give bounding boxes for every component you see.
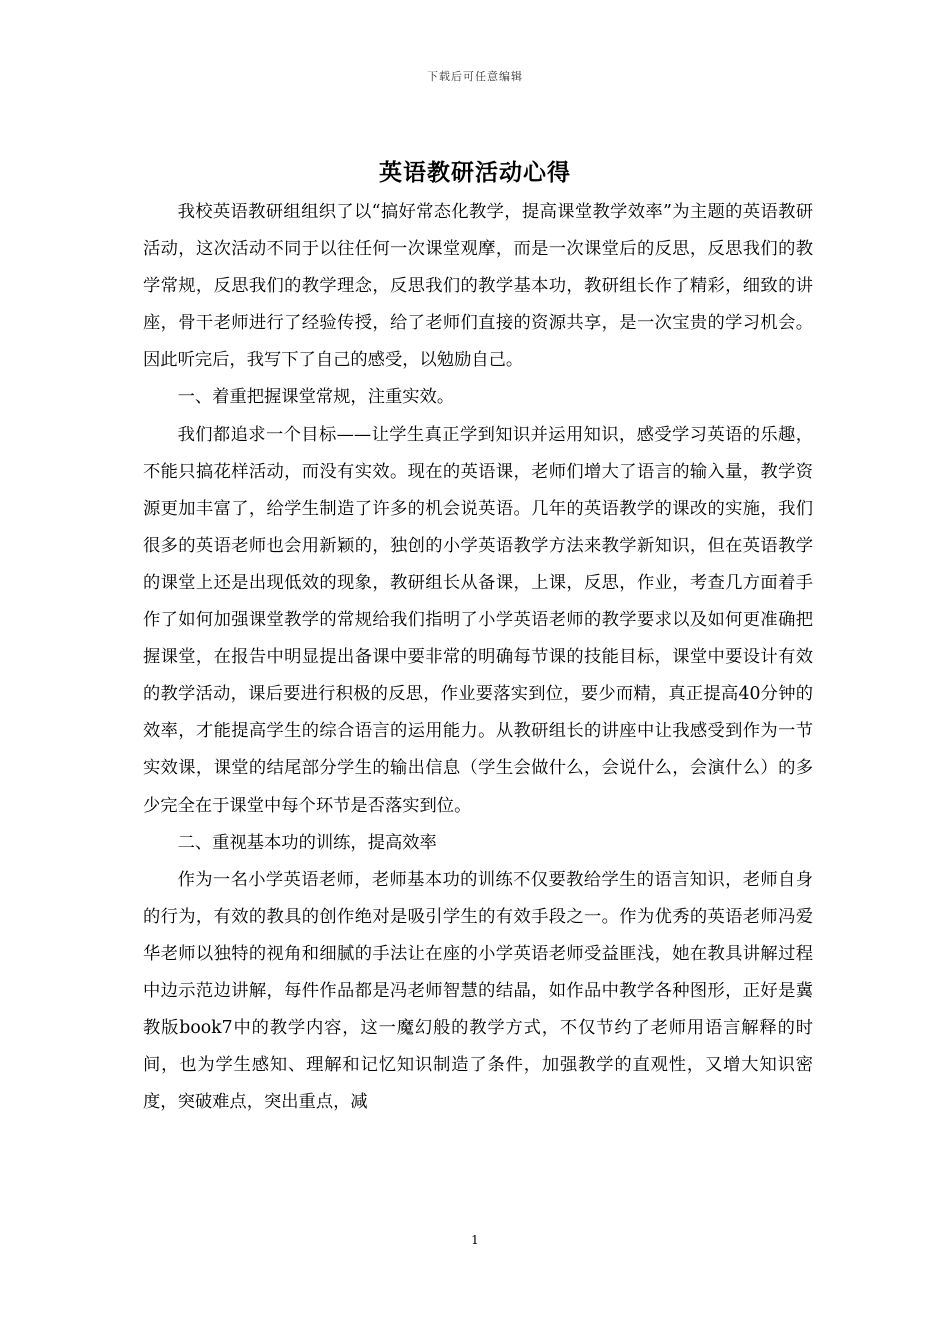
page-header: 下载后可任意编辑 [427, 70, 523, 83]
page-number: 1 [471, 1233, 479, 1247]
paragraph-section-1: 我们都追求一个目标——让学生真正学到知识并运用知识，感受学习英语的乐趣，不能只搞花样活动，而没有实效。现在的英语课，老师们增大了语言的输入量，教学资源更加丰富了，给学生制造了许多的机会说英语。几年的英语教学的课改的实施，我们很多的英语老师也会用新颖的，独创的小学英语教学方法来教学新知识，但在英语教学的课堂上还是出现低效的现象，教研组长从备课，上课，反思，作业，考查几方面着手作了如何加强课堂教学的常规给我们指明了小学英语老师的教学要求以及如何更准确把握课堂，在报告中明显提出备课中要非常的明确每节课的技能目标，课堂中要设计有效的教学活动，课后要进行积极的反思，作业要落实到位，要少而精，真正提高40分钟的效率，才能提高学生的综合语言的运用能力。从教研组长的讲座中让我感受到作为一节实效课，课堂的结尾部分学生的输出信息（学生会做什么，会说什么，会演什么）的多少完全在于课堂中每个环节是否落实到位。 [143, 424, 813, 816]
document-title: 英语教研活动心得 [379, 159, 571, 186]
document-body [143, 194, 813, 1121]
paragraph-section-2: 作为一名小学英语老师，老师基本功的训练不仅要教给学生的语言知识，老师自身的行为，有效的教具的创作绝对是吸引学生的有效手段之一。作为优秀的英语老师冯爱华老师以独特的视角和细腻的手法让在座的小学英语老师受益匪浅，她在教具讲解过程中边示范边讲解，每件作品都是冯老师智慧的结晶，如作品中教学各种图形，正好是冀教版book7中的教学内容，这一魔幻般的教学方式，不仅节约了老师用语言解释的时间，也为学生感知、理解和记忆知识制造了条件，加强教学的直观性，又增大知识密度，突破难点，突出重点，减 [143, 869, 813, 1113]
section-heading-1: 一、着重把握课堂常规，注重实效。 [177, 387, 455, 408]
section-heading-2: 二、重视基本功的训练，提高效率 [177, 832, 437, 853]
paragraph-intro: 我校英语教研组组织了以“搞好常态化教学，提高课堂教学效率”为主题的英语教研活动，这次活动不同于以往任何一次课堂观摩，而是一次课堂后的反思，反思我们的教学常规，反思我们的教学理念，反思我们的教学基本功，教研组长作了精彩，细致的讲座，骨干老师进行了经验传授，给了老师们直接的资源共享，是一次宝贵的学习机会。因此听完后，我写下了自己的感受，以勉励自己。 [143, 202, 813, 371]
